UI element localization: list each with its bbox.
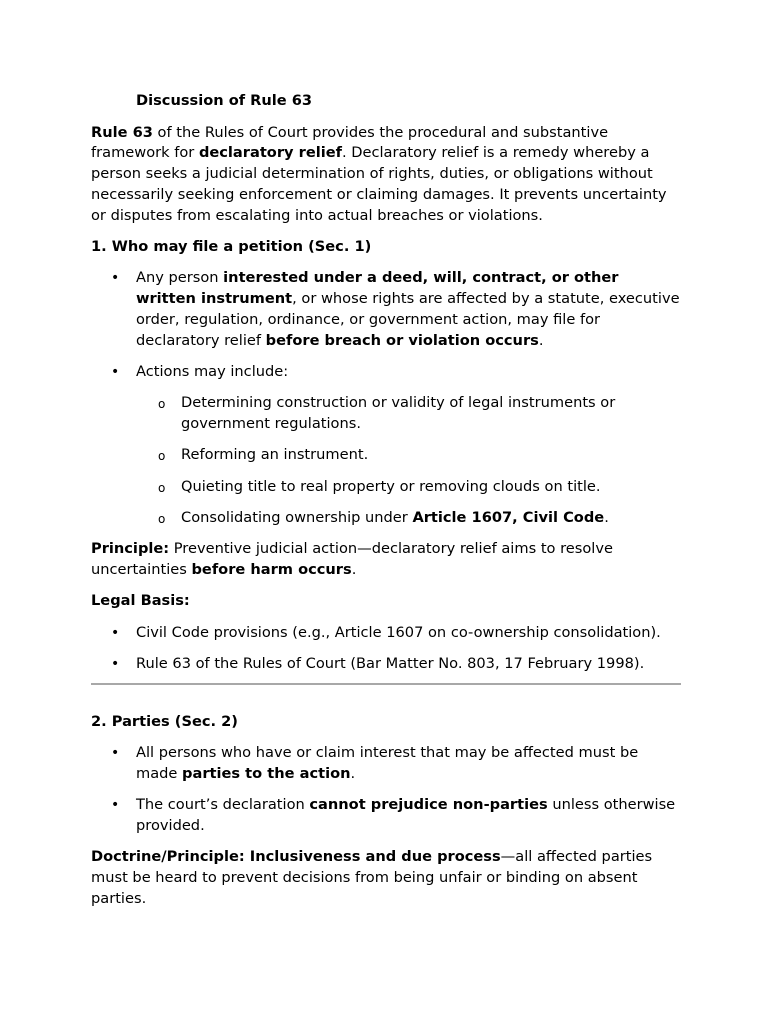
bullet-icon: • (111, 797, 120, 814)
bullet-icon: • (111, 745, 120, 762)
declaratory-relief-term: declaratory relief (198, 144, 342, 162)
sub-list-item: o Quieting title to real property or removing clouds on title. (136, 477, 681, 498)
sub-list-item: o Reforming an instrument. (136, 445, 681, 466)
section-2-heading: 2. Parties (Sec. 2) (91, 712, 238, 730)
section-1-heading: 1. Who may file a petition (Sec. 1) (91, 237, 372, 255)
section-divider (91, 683, 681, 685)
list-item: • All persons who have or claim interest that may be affected must be made parties to the action. (111, 744, 639, 782)
document-page (91, 90, 681, 920)
legal-basis-list (91, 623, 681, 675)
actions-label: Actions may include: (136, 362, 289, 380)
hollow-bullet-icon: o (158, 397, 166, 412)
document-title: Discussion of Rule 63 (136, 92, 313, 109)
list-item: • Civil Code provisions (e.g., Article 1607 on co-ownership consolidation). (91, 623, 681, 644)
doctrine-label: Doctrine/Principle: Inclusiveness and due process (91, 848, 501, 866)
bullet-icon: • (111, 624, 120, 641)
principle-paragraph: Principle: Preventive judicial action—declaratory relief aims to resolve uncertainties before harm occurs. (91, 540, 613, 579)
intro-paragraph: Rule 63 of the Rules of Court provides the procedural and substantive framework for declaratory relief. Declaratory relief is a remedy whereby a person seeks a judicial determination of rights, duties, or obligations without necessarily seeking enforcement or claiming damages. It prevents uncertainty or disputes from escalating into actual breaches or violations. (91, 123, 667, 224)
sub-list-item: o Determining construction or validity of legal instruments or government regulations. (158, 394, 616, 433)
bullet-icon: • (111, 270, 120, 287)
list-item: • Any person interested under a deed, will, contract, or other written instrument, or whose rights are affected by a statute, executive order, regulation, ordinance, or government action, may file for declaratory relief before breach or violation occurs. (111, 269, 680, 349)
list-item (91, 362, 681, 529)
list-item: • The court’s declaration cannot prejudice non-parties unless otherwise provided. (111, 796, 676, 834)
bullet-icon: • (111, 655, 120, 672)
rule-63-term: Rule 63 (91, 123, 153, 141)
sub-list-item: o Consolidating ownership under Article 1607, Civil Code. (136, 508, 681, 529)
hollow-bullet-icon: o (158, 449, 166, 464)
doctrine-paragraph: Doctrine/Principle: Inclusiveness and due process—all affected parties must be heard to prevent decisions from being unfair or binding on absent parties. (91, 848, 653, 907)
section-1-list (91, 268, 681, 528)
hollow-bullet-icon: o (158, 511, 166, 526)
principle-label: Principle: (91, 540, 170, 558)
hollow-bullet-icon: o (158, 480, 166, 495)
actions-sublist (136, 393, 681, 528)
section-2-list (91, 743, 681, 837)
list-item: • Rule 63 of the Rules of Court (Bar Matter No. 803, 17 February 1998). (91, 654, 681, 675)
legal-basis-heading: Legal Basis: (91, 592, 190, 610)
bullet-icon: • (111, 363, 120, 380)
